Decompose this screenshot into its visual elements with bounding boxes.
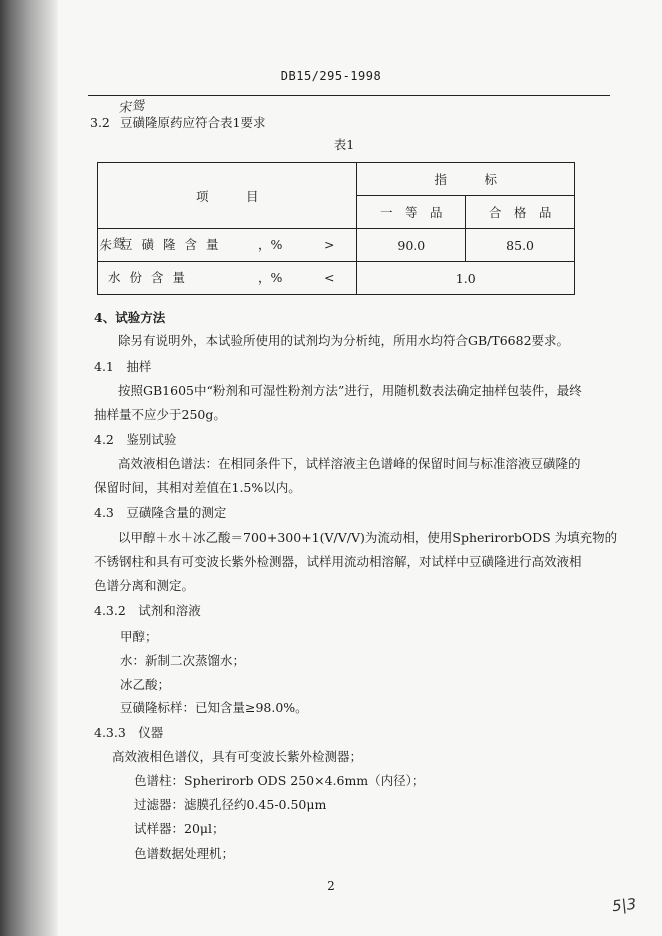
row-item-cell: [98, 229, 357, 262]
row-name: 豆磺隆含量: [120, 237, 228, 252]
section-3-2-number: 3.2: [90, 115, 110, 130]
section-3-2-text: 豆磺隆原药应符合表1要求: [120, 115, 266, 130]
section-4-3-title: 4.3 豆磺隆含量的测定: [94, 505, 227, 520]
instrument-item: 色谱数据处理机；: [134, 846, 235, 861]
spec-table: [97, 162, 575, 295]
section-4-intro: 除另有说明外，本试验所使用的试剂均为分析纯，所用水均符合GB/T6682要求。: [118, 333, 570, 348]
section-4-3-line: 色谱分离和测定。: [94, 578, 195, 593]
section-4-2-line: 保留时间，其相对差值在1.5%以内。: [94, 480, 301, 495]
table-row: [98, 229, 575, 262]
row-qualified-value: 85.0: [466, 229, 575, 262]
section-4-3-3-title: 4.3.3 仪器: [94, 725, 164, 740]
reagent-item: 冰乙酸；: [120, 677, 171, 692]
handwritten-note: 宋鸳: [117, 98, 145, 117]
row-item-cell: [98, 262, 357, 295]
reagent-item: 豆磺隆标样：已知含量≥98.0%。: [120, 700, 308, 715]
reagent-item: 甲醇；: [120, 629, 158, 644]
header-item: 项 目: [98, 163, 357, 229]
section-4-title: 4、试验方法: [94, 310, 166, 325]
row-operator: <: [324, 270, 335, 285]
section-4-3-line: 以甲醇＋水＋冰乙酸＝700+300+1(V/V/V)为流动相，使用SpherirorbODS 为填充物的: [118, 530, 618, 545]
instrument-item: 试样器：20μl；: [134, 821, 225, 836]
table-header-row: [98, 163, 575, 196]
section-4-3-line: 不锈钢柱和具有可变波长紫外检测器，试样用流动相溶解，对试样中豆磺隆进行高效液相: [94, 554, 582, 569]
header-rule: [88, 95, 610, 96]
document-code: DB15/295-1998: [280, 69, 382, 83]
row-unit: ，%: [258, 237, 283, 252]
table-caption: 表1: [333, 137, 355, 152]
handwritten-note: 朱鸳: [97, 236, 125, 255]
instrument-intro: 高效液相色谱仪，具有可变波长紫外检测器；: [112, 749, 363, 764]
reagent-item: 水：新制二次蒸馏水；: [120, 653, 246, 668]
instrument-item: 色谱柱：Spherirorb ODS 250×4.6mm（内径）；: [134, 773, 425, 788]
row-unit: ，%: [258, 270, 283, 285]
row-first-value: 90.0: [357, 229, 466, 262]
instrument-item: 过滤器：滤膜孔径约0.45-0.50μm: [134, 797, 327, 812]
section-4-3-2-title: 4.3.2 试剂和溶液: [94, 603, 201, 618]
section-4-1-line: 抽样量不应少于250g。: [94, 407, 226, 422]
row-merged-value: 1.0: [357, 262, 575, 295]
row-operator: >: [324, 237, 335, 252]
table-row: [98, 262, 575, 295]
header-qualified: 合 格 品: [466, 196, 575, 229]
section-4-1-title: 4.1 抽样: [94, 359, 152, 374]
section-4-1-line: 按照GB1605中“粉剂和可湿性粉剂方法”进行，用随机数表法确定抽样包装件，最终: [118, 383, 582, 398]
header-first-grade: 一 等 品: [357, 196, 466, 229]
handwritten-corner-mark: 5|3: [611, 894, 638, 916]
section-4-2-line: 高效液相色谱法：在相同条件下，试样溶液主色谱峰的保留时间与标准溶液豆磺隆的: [118, 456, 581, 471]
page-number: 2: [327, 879, 335, 893]
row-name: 水份含量: [108, 270, 195, 285]
header-index: 指 标: [357, 163, 575, 196]
section-4-2-title: 4.2 鉴别试验: [94, 432, 177, 447]
